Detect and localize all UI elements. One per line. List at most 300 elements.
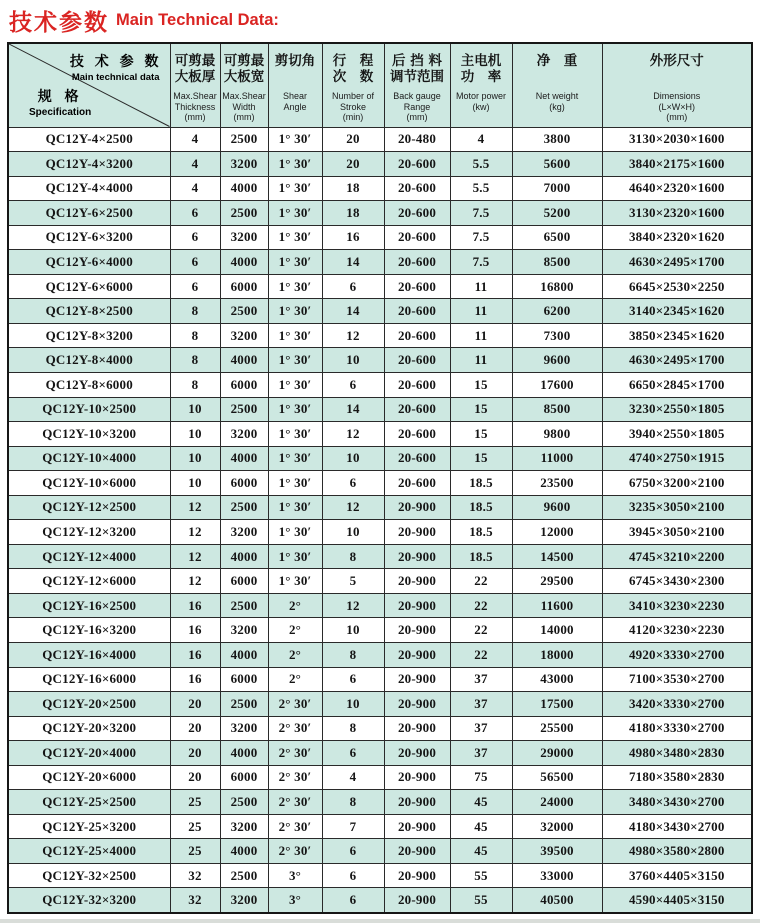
corner-top-en: Main technical data [71,72,160,83]
spec-cell: QC12Y-8×4000 [8,348,170,373]
value-cell: 5 [322,569,384,594]
value-cell: 2° [268,618,322,643]
spec-cell: QC12Y-20×2500 [8,692,170,717]
table-row [8,348,752,373]
spec-cell: QC12Y-10×3200 [8,422,170,447]
column-header [384,43,450,127]
value-cell: 6 [322,839,384,864]
value-cell: 3140×2345×1620 [602,299,752,324]
value-cell: 6 [322,888,384,913]
page-title-chinese: 技术参数 [9,10,109,36]
value-cell: 2° 30′ [268,839,322,864]
table-row [8,274,752,299]
value-cell: 37 [450,667,512,692]
value-cell: 8 [322,544,384,569]
value-cell: 1° 30′ [268,348,322,373]
value-cell: 4000 [220,176,268,201]
value-cell: 4630×2495×1700 [602,250,752,275]
value-cell: 39500 [512,839,602,864]
value-cell: 4000 [220,250,268,275]
value-cell: 3840×2320×1620 [602,225,752,250]
value-cell: 10 [170,471,220,496]
spec-cell: QC12Y-20×4000 [8,741,170,766]
corner-top-label [70,51,162,83]
value-cell: 6000 [220,372,268,397]
spec-cell: QC12Y-4×4000 [8,176,170,201]
value-cell: 33000 [512,863,602,888]
value-cell: 5.5 [450,176,512,201]
table-row [8,152,752,177]
spec-cell: QC12Y-20×3200 [8,716,170,741]
value-cell: 18 [322,201,384,226]
value-cell: 6500 [512,225,602,250]
value-cell: 3840×2175×1600 [602,152,752,177]
value-cell: 37 [450,692,512,717]
value-cell: 2° 30′ [268,716,322,741]
value-cell: 20-600 [384,372,450,397]
value-cell: 20 [322,152,384,177]
value-cell: 7 [322,814,384,839]
value-cell: 2500 [220,127,268,152]
value-cell: 14000 [512,618,602,643]
value-cell: 1° 30′ [268,495,322,520]
table-row [8,888,752,913]
value-cell: 1° 30′ [268,397,322,422]
value-cell: 20-900 [384,692,450,717]
value-cell: 8 [322,716,384,741]
value-cell: 15 [450,446,512,471]
column-header-english: Number of Stroke (min) [331,91,375,122]
value-cell: 1° 30′ [268,544,322,569]
table-row [8,667,752,692]
value-cell: 8 [170,299,220,324]
column-header [322,43,384,127]
scan-bottom-edge [0,919,760,923]
value-cell: 9600 [512,348,602,373]
value-cell: 37 [450,741,512,766]
value-cell: 55 [450,863,512,888]
value-cell: 11 [450,323,512,348]
value-cell: 20-900 [384,814,450,839]
value-cell: 20-600 [384,299,450,324]
table-row [8,397,752,422]
value-cell: 12000 [512,520,602,545]
value-cell: 3130×2030×1600 [602,127,752,152]
value-cell: 7100×3530×2700 [602,667,752,692]
spec-cell: QC12Y-20×6000 [8,765,170,790]
value-cell: 4 [170,127,220,152]
value-cell: 20-900 [384,888,450,913]
value-cell: 4740×2750×1915 [602,446,752,471]
value-cell: 4920×3330×2700 [602,642,752,667]
value-cell: 55 [450,888,512,913]
table-row [8,863,752,888]
value-cell: 20-600 [384,471,450,496]
value-cell: 16 [170,667,220,692]
spec-cell: QC12Y-8×6000 [8,372,170,397]
column-header-chinese: 后 挡 料 调节范围 [390,53,444,85]
value-cell: 8 [170,372,220,397]
value-cell: 7300 [512,323,602,348]
table-row [8,299,752,324]
table-row [8,225,752,250]
value-cell: 3° [268,863,322,888]
value-cell: 29500 [512,569,602,594]
value-cell: 20-600 [384,422,450,447]
column-header-english: Net weight (kg) [535,91,579,112]
value-cell: 7180×3580×2830 [602,765,752,790]
value-cell: 18.5 [450,471,512,496]
column-header-english: Max.Shear Thickness (mm) [173,91,217,122]
table-row [8,716,752,741]
technical-data-table [7,42,753,914]
spec-cell: QC12Y-4×3200 [8,152,170,177]
value-cell: 2500 [220,299,268,324]
spec-cell: QC12Y-32×2500 [8,863,170,888]
value-cell: 6000 [220,667,268,692]
value-cell: 3420×3330×2700 [602,692,752,717]
value-cell: 2500 [220,790,268,815]
value-cell: 6650×2845×1700 [602,372,752,397]
value-cell: 4000 [220,642,268,667]
value-cell: 20 [170,692,220,717]
table-row [8,741,752,766]
value-cell: 11 [450,299,512,324]
corner-bottom-label [29,86,91,118]
value-cell: 32000 [512,814,602,839]
value-cell: 10 [170,446,220,471]
value-cell: 1° 30′ [268,152,322,177]
value-cell: 1° 30′ [268,446,322,471]
column-header [512,43,602,127]
value-cell: 1° 30′ [268,471,322,496]
value-cell: 8500 [512,250,602,275]
value-cell: 23500 [512,471,602,496]
spec-cell: QC12Y-8×2500 [8,299,170,324]
value-cell: 43000 [512,667,602,692]
value-cell: 3760×4405×3150 [602,863,752,888]
column-header-english: Motor power (kw) [455,91,507,112]
value-cell: 22 [450,618,512,643]
value-cell: 10 [322,348,384,373]
value-cell: 2500 [220,397,268,422]
column-header [602,43,752,127]
value-cell: 11 [450,274,512,299]
value-cell: 20-900 [384,569,450,594]
spec-cell: QC12Y-12×3200 [8,520,170,545]
value-cell: 6 [322,741,384,766]
value-cell: 1° 30′ [268,250,322,275]
value-cell: 1° 30′ [268,520,322,545]
value-cell: 3200 [220,814,268,839]
value-cell: 20 [322,127,384,152]
column-header-chinese: 可剪最 大板宽 [223,53,265,85]
value-cell: 11600 [512,593,602,618]
value-cell: 3200 [220,152,268,177]
value-cell: 2° 30′ [268,814,322,839]
table-row [8,422,752,447]
value-cell: 20-600 [384,250,450,275]
value-cell: 24000 [512,790,602,815]
value-cell: 75 [450,765,512,790]
table-row [8,692,752,717]
value-cell: 12 [322,593,384,618]
value-cell: 10 [322,618,384,643]
value-cell: 3230×2550×1805 [602,397,752,422]
value-cell: 20-600 [384,152,450,177]
spec-cell: QC12Y-6×6000 [8,274,170,299]
value-cell: 10 [170,397,220,422]
corner-header-cell [8,43,170,127]
value-cell: 3410×3230×2230 [602,593,752,618]
value-cell: 20-900 [384,765,450,790]
value-cell: 16800 [512,274,602,299]
header-row [8,43,752,127]
value-cell: 6 [322,471,384,496]
value-cell: 45 [450,814,512,839]
value-cell: 40500 [512,888,602,913]
value-cell: 37 [450,716,512,741]
value-cell: 2° 30′ [268,741,322,766]
value-cell: 2° [268,593,322,618]
spec-cell: QC12Y-25×3200 [8,814,170,839]
value-cell: 20-900 [384,790,450,815]
value-cell: 4 [170,176,220,201]
value-cell: 45 [450,839,512,864]
spec-cell: QC12Y-10×2500 [8,397,170,422]
value-cell: 20-900 [384,642,450,667]
column-header-chinese: 行 程 次 数 [332,53,374,85]
value-cell: 5200 [512,201,602,226]
spec-cell: QC12Y-12×4000 [8,544,170,569]
value-cell: 20-600 [384,446,450,471]
column-header-chinese: 剪切角 [274,53,316,69]
value-cell: 6 [322,667,384,692]
value-cell: 1° 30′ [268,225,322,250]
value-cell: 1° 30′ [268,274,322,299]
value-cell: 11000 [512,446,602,471]
value-cell: 20-900 [384,741,450,766]
value-cell: 20-600 [384,348,450,373]
value-cell: 22 [450,569,512,594]
value-cell: 4120×3230×2230 [602,618,752,643]
value-cell: 16 [170,593,220,618]
column-header [268,43,322,127]
spec-cell: QC12Y-12×2500 [8,495,170,520]
value-cell: 6 [170,274,220,299]
value-cell: 4000 [220,839,268,864]
value-cell: 18.5 [450,544,512,569]
value-cell: 15 [450,372,512,397]
value-cell: 32 [170,888,220,913]
value-cell: 2° [268,667,322,692]
value-cell: 6000 [220,765,268,790]
value-cell: 20-600 [384,274,450,299]
value-cell: 16 [170,642,220,667]
value-cell: 2° 30′ [268,692,322,717]
value-cell: 8500 [512,397,602,422]
value-cell: 12 [322,495,384,520]
value-cell: 2° [268,642,322,667]
value-cell: 20-600 [384,225,450,250]
value-cell: 10 [170,422,220,447]
spec-cell: QC12Y-6×2500 [8,201,170,226]
spec-cell: QC12Y-16×3200 [8,618,170,643]
value-cell: 4980×3580×2800 [602,839,752,864]
table-row [8,618,752,643]
value-cell: 3200 [220,323,268,348]
spec-cell: QC12Y-16×4000 [8,642,170,667]
value-cell: 18.5 [450,495,512,520]
value-cell: 7.5 [450,225,512,250]
spec-cell: QC12Y-25×2500 [8,790,170,815]
column-header-chinese: 主电机 功 率 [460,53,502,85]
value-cell: 20-900 [384,520,450,545]
value-cell: 18 [322,176,384,201]
value-cell: 20-900 [384,716,450,741]
value-cell: 20-600 [384,323,450,348]
value-cell: 3480×3430×2700 [602,790,752,815]
value-cell: 4 [170,152,220,177]
value-cell: 6000 [220,569,268,594]
table-row [8,569,752,594]
value-cell: 4745×3210×2200 [602,544,752,569]
corner-bottom-zh: 规 格 [37,88,83,105]
table-row [8,446,752,471]
value-cell: 6 [170,225,220,250]
value-cell: 6200 [512,299,602,324]
value-cell: 5.5 [450,152,512,177]
table-row [8,323,752,348]
value-cell: 3200 [220,520,268,545]
value-cell: 3200 [220,716,268,741]
spec-cell: QC12Y-10×4000 [8,446,170,471]
value-cell: 1° 30′ [268,323,322,348]
value-cell: 4640×2320×1600 [602,176,752,201]
value-cell: 25 [170,790,220,815]
value-cell: 1° 30′ [268,201,322,226]
value-cell: 12 [170,520,220,545]
value-cell: 16 [322,225,384,250]
table-row [8,814,752,839]
column-header-chinese: 净 重 [536,53,578,69]
value-cell: 10 [322,692,384,717]
value-cell: 6 [170,250,220,275]
value-cell: 29000 [512,741,602,766]
value-cell: 1° 30′ [268,127,322,152]
value-cell: 2500 [220,692,268,717]
value-cell: 7000 [512,176,602,201]
value-cell: 3940×2550×1805 [602,422,752,447]
value-cell: 4980×3480×2830 [602,741,752,766]
column-header [220,43,268,127]
column-header-english: Shear Angle [282,91,308,112]
value-cell: 18.5 [450,520,512,545]
value-cell: 9800 [512,422,602,447]
value-cell: 2500 [220,201,268,226]
value-cell: 3945×3050×2100 [602,520,752,545]
value-cell: 9600 [512,495,602,520]
value-cell: 6 [322,863,384,888]
value-cell: 4630×2495×1700 [602,348,752,373]
value-cell: 14 [322,250,384,275]
value-cell: 20-900 [384,839,450,864]
value-cell: 3200 [220,888,268,913]
table-row [8,790,752,815]
value-cell: 20-900 [384,544,450,569]
value-cell: 3° [268,888,322,913]
value-cell: 14500 [512,544,602,569]
table-row [8,544,752,569]
value-cell: 25 [170,839,220,864]
value-cell: 22 [450,642,512,667]
value-cell: 3235×3050×2100 [602,495,752,520]
spec-cell: QC12Y-6×3200 [8,225,170,250]
value-cell: 4000 [220,544,268,569]
value-cell: 20 [170,765,220,790]
value-cell: 5600 [512,152,602,177]
value-cell: 2° 30′ [268,790,322,815]
value-cell: 6 [322,372,384,397]
value-cell: 1° 30′ [268,299,322,324]
table-row [8,495,752,520]
value-cell: 4000 [220,741,268,766]
column-header-english: Dimensions (L×W×H) (mm) [653,91,701,122]
value-cell: 4 [450,127,512,152]
table-row [8,520,752,545]
value-cell: 20-600 [384,176,450,201]
value-cell: 12 [170,495,220,520]
spec-cell: QC12Y-25×4000 [8,839,170,864]
value-cell: 20-600 [384,201,450,226]
column-header [170,43,220,127]
value-cell: 4180×3330×2700 [602,716,752,741]
table-row [8,176,752,201]
value-cell: 4000 [220,446,268,471]
value-cell: 45 [450,790,512,815]
table-row [8,839,752,864]
table-row [8,642,752,667]
value-cell: 14 [322,397,384,422]
value-cell: 4000 [220,348,268,373]
value-cell: 22 [450,593,512,618]
value-cell: 25 [170,814,220,839]
value-cell: 6 [322,274,384,299]
value-cell: 2500 [220,863,268,888]
spec-cell: QC12Y-4×2500 [8,127,170,152]
page-title [9,4,279,37]
value-cell: 4 [322,765,384,790]
value-cell: 20 [170,716,220,741]
table-row [8,593,752,618]
table-row [8,250,752,275]
value-cell: 1° 30′ [268,422,322,447]
value-cell: 32 [170,863,220,888]
value-cell: 10 [322,446,384,471]
value-cell: 4590×4405×3150 [602,888,752,913]
value-cell: 6750×3200×2100 [602,471,752,496]
value-cell: 56500 [512,765,602,790]
spec-cell: QC12Y-12×6000 [8,569,170,594]
value-cell: 2500 [220,495,268,520]
value-cell: 8 [170,323,220,348]
value-cell: 1° 30′ [268,569,322,594]
value-cell: 1° 30′ [268,176,322,201]
value-cell: 2500 [220,593,268,618]
spec-cell: QC12Y-8×3200 [8,323,170,348]
value-cell: 6 [170,201,220,226]
value-cell: 16 [170,618,220,643]
